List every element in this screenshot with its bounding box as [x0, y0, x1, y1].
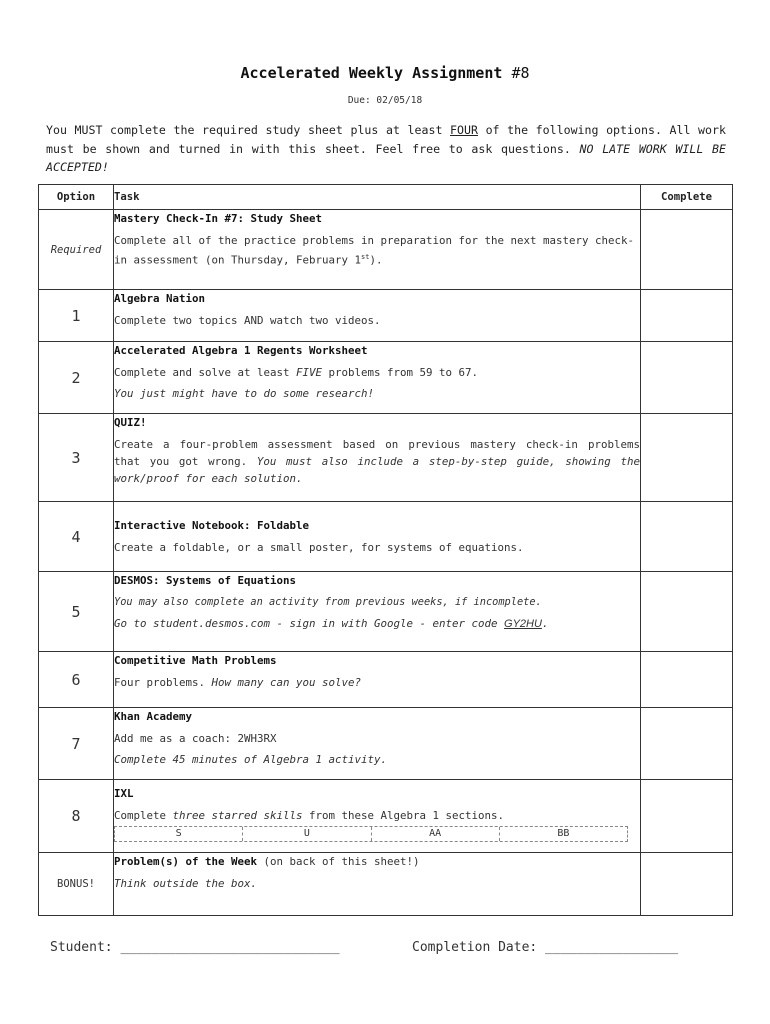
section-bb: BB	[557, 828, 570, 839]
section-u: U	[243, 827, 371, 841]
task-header: Task	[114, 185, 641, 210]
option-cell: 6	[39, 652, 114, 708]
task-line	[114, 436, 640, 487]
task-text-end: from these Algebra 1 sections.	[302, 809, 505, 822]
task-title: DESMOS: Systems of Equations	[114, 574, 297, 587]
option-cell: 1	[39, 290, 114, 342]
task-cell	[114, 708, 641, 780]
task-line	[114, 674, 640, 691]
task-title: Problem(s) of the Week	[114, 855, 258, 868]
table-row	[39, 572, 733, 652]
task-text: Complete	[114, 809, 173, 822]
task-cell	[114, 342, 641, 414]
task-line: Add me as a coach: 2WH3RX	[114, 732, 277, 745]
complete-header: Complete	[641, 185, 733, 210]
option-cell: BONUS!	[39, 853, 114, 916]
table-row	[39, 780, 733, 853]
table-row	[39, 414, 733, 502]
table-row	[39, 210, 733, 290]
complete-cell[interactable]	[641, 708, 733, 780]
task-title-line	[114, 853, 640, 870]
task-line	[114, 232, 640, 269]
task-line: You may also complete an activity from previous weeks, if incomplete.	[114, 596, 542, 608]
task-line: You just might have to do some research!	[114, 387, 375, 400]
task-cell	[114, 572, 641, 652]
desmos-code: GY2HU	[504, 618, 542, 630]
option-cell: 3	[39, 414, 114, 502]
task-text: Four problems.	[114, 676, 212, 689]
ixl-sections	[114, 826, 628, 842]
task-title: Accelerated Algebra 1 Regents Worksheet	[114, 344, 368, 357]
task-line	[114, 807, 640, 824]
late-warning: NO LATE WORK WILL BE ACCEPTED!	[46, 141, 727, 174]
option-header: Option	[39, 185, 114, 210]
option-cell: 7	[39, 708, 114, 780]
task-text: Complete and solve at least	[114, 366, 297, 379]
task-line: Think outside the box.	[114, 877, 258, 890]
table-row	[39, 502, 733, 572]
task-text-italic: three starred skills	[172, 809, 303, 822]
title-text: Accelerated Weekly Assignment	[240, 64, 503, 82]
task-text-end: ).	[369, 253, 383, 267]
task-cell	[114, 290, 641, 342]
task-text-italic: You must also include a step-by-step guide, showing the work/proof for each solution.	[114, 455, 641, 485]
complete-cell[interactable]	[641, 414, 733, 502]
option-cell: 4	[39, 502, 114, 572]
section-aa: AA	[372, 827, 500, 841]
task-cell	[114, 652, 641, 708]
option-cell: 5	[39, 572, 114, 652]
task-text: Complete all of the practice problems in preparation for the next mastery check-in assessment (on Thursday, February 1	[114, 234, 635, 267]
task-text-end: .	[541, 617, 549, 630]
task-text: Go to student.desmos.com - sign in with Google - enter code	[114, 617, 505, 630]
table-row	[39, 708, 733, 780]
task-line: Complete two topics AND watch two videos.	[114, 314, 381, 327]
complete-cell[interactable]	[641, 780, 733, 853]
task-cell	[114, 414, 641, 502]
task-cell	[114, 780, 641, 853]
task-cell	[114, 853, 641, 916]
complete-cell[interactable]	[641, 572, 733, 652]
task-text: Create a four-problem assessment based on previous mastery check-in problems that you got wrong.	[114, 438, 640, 468]
instructions-part1: You MUST complete the required study sheet plus at least	[46, 123, 451, 137]
completion-date-field[interactable]: Completion Date: _________________	[412, 940, 679, 955]
task-title: Khan Academy	[114, 710, 193, 723]
task-title: Mastery Check-In #7: Study Sheet	[114, 212, 323, 225]
instructions-part2: of the following options. All work must be shown and turned in with this sheet. Feel free to ask questions.	[46, 123, 726, 156]
table-row	[39, 342, 733, 414]
task-title: Algebra Nation	[114, 292, 206, 305]
task-text-italic: How many can you solve?	[211, 676, 362, 689]
task-superscript: st	[361, 253, 370, 261]
task-title: Interactive Notebook: Foldable	[114, 519, 310, 532]
page-title	[0, 64, 770, 82]
assignment-number: #8	[511, 64, 530, 82]
option-cell: 8	[39, 780, 114, 853]
complete-cell[interactable]	[641, 853, 733, 916]
student-field[interactable]: Student: ____________________________	[50, 940, 340, 955]
task-cell	[114, 502, 641, 572]
task-cell	[114, 210, 641, 290]
instructions	[46, 121, 726, 177]
due-date: Due: 02/05/18	[347, 95, 423, 106]
assignment-table	[38, 184, 733, 916]
task-title: Competitive Math Problems	[114, 654, 277, 667]
task-title-note: (on back of this sheet!)	[257, 855, 420, 868]
task-line	[114, 364, 640, 381]
complete-cell[interactable]	[641, 210, 733, 290]
table-row	[39, 652, 733, 708]
table-row	[39, 853, 733, 916]
complete-cell[interactable]	[641, 342, 733, 414]
section-s: S	[115, 827, 243, 841]
complete-cell[interactable]	[641, 290, 733, 342]
complete-cell[interactable]	[641, 652, 733, 708]
option-cell: Required	[39, 210, 114, 290]
task-title: QUIZ!	[114, 416, 147, 429]
instructions-four: FOUR	[450, 123, 478, 137]
complete-cell[interactable]	[641, 502, 733, 572]
task-text-italic: FIVE	[296, 366, 323, 379]
task-line: Create a foldable, or a small poster, for systems of equations.	[114, 541, 524, 554]
table-header-row	[39, 185, 733, 210]
task-line: Complete 45 minutes of Algebra 1 activity.	[114, 753, 388, 766]
task-title: IXL	[114, 787, 134, 800]
task-text-end: problems from 59 to 67.	[322, 366, 479, 379]
table-row	[39, 290, 733, 342]
option-cell: 2	[39, 342, 114, 414]
task-line	[114, 615, 640, 633]
